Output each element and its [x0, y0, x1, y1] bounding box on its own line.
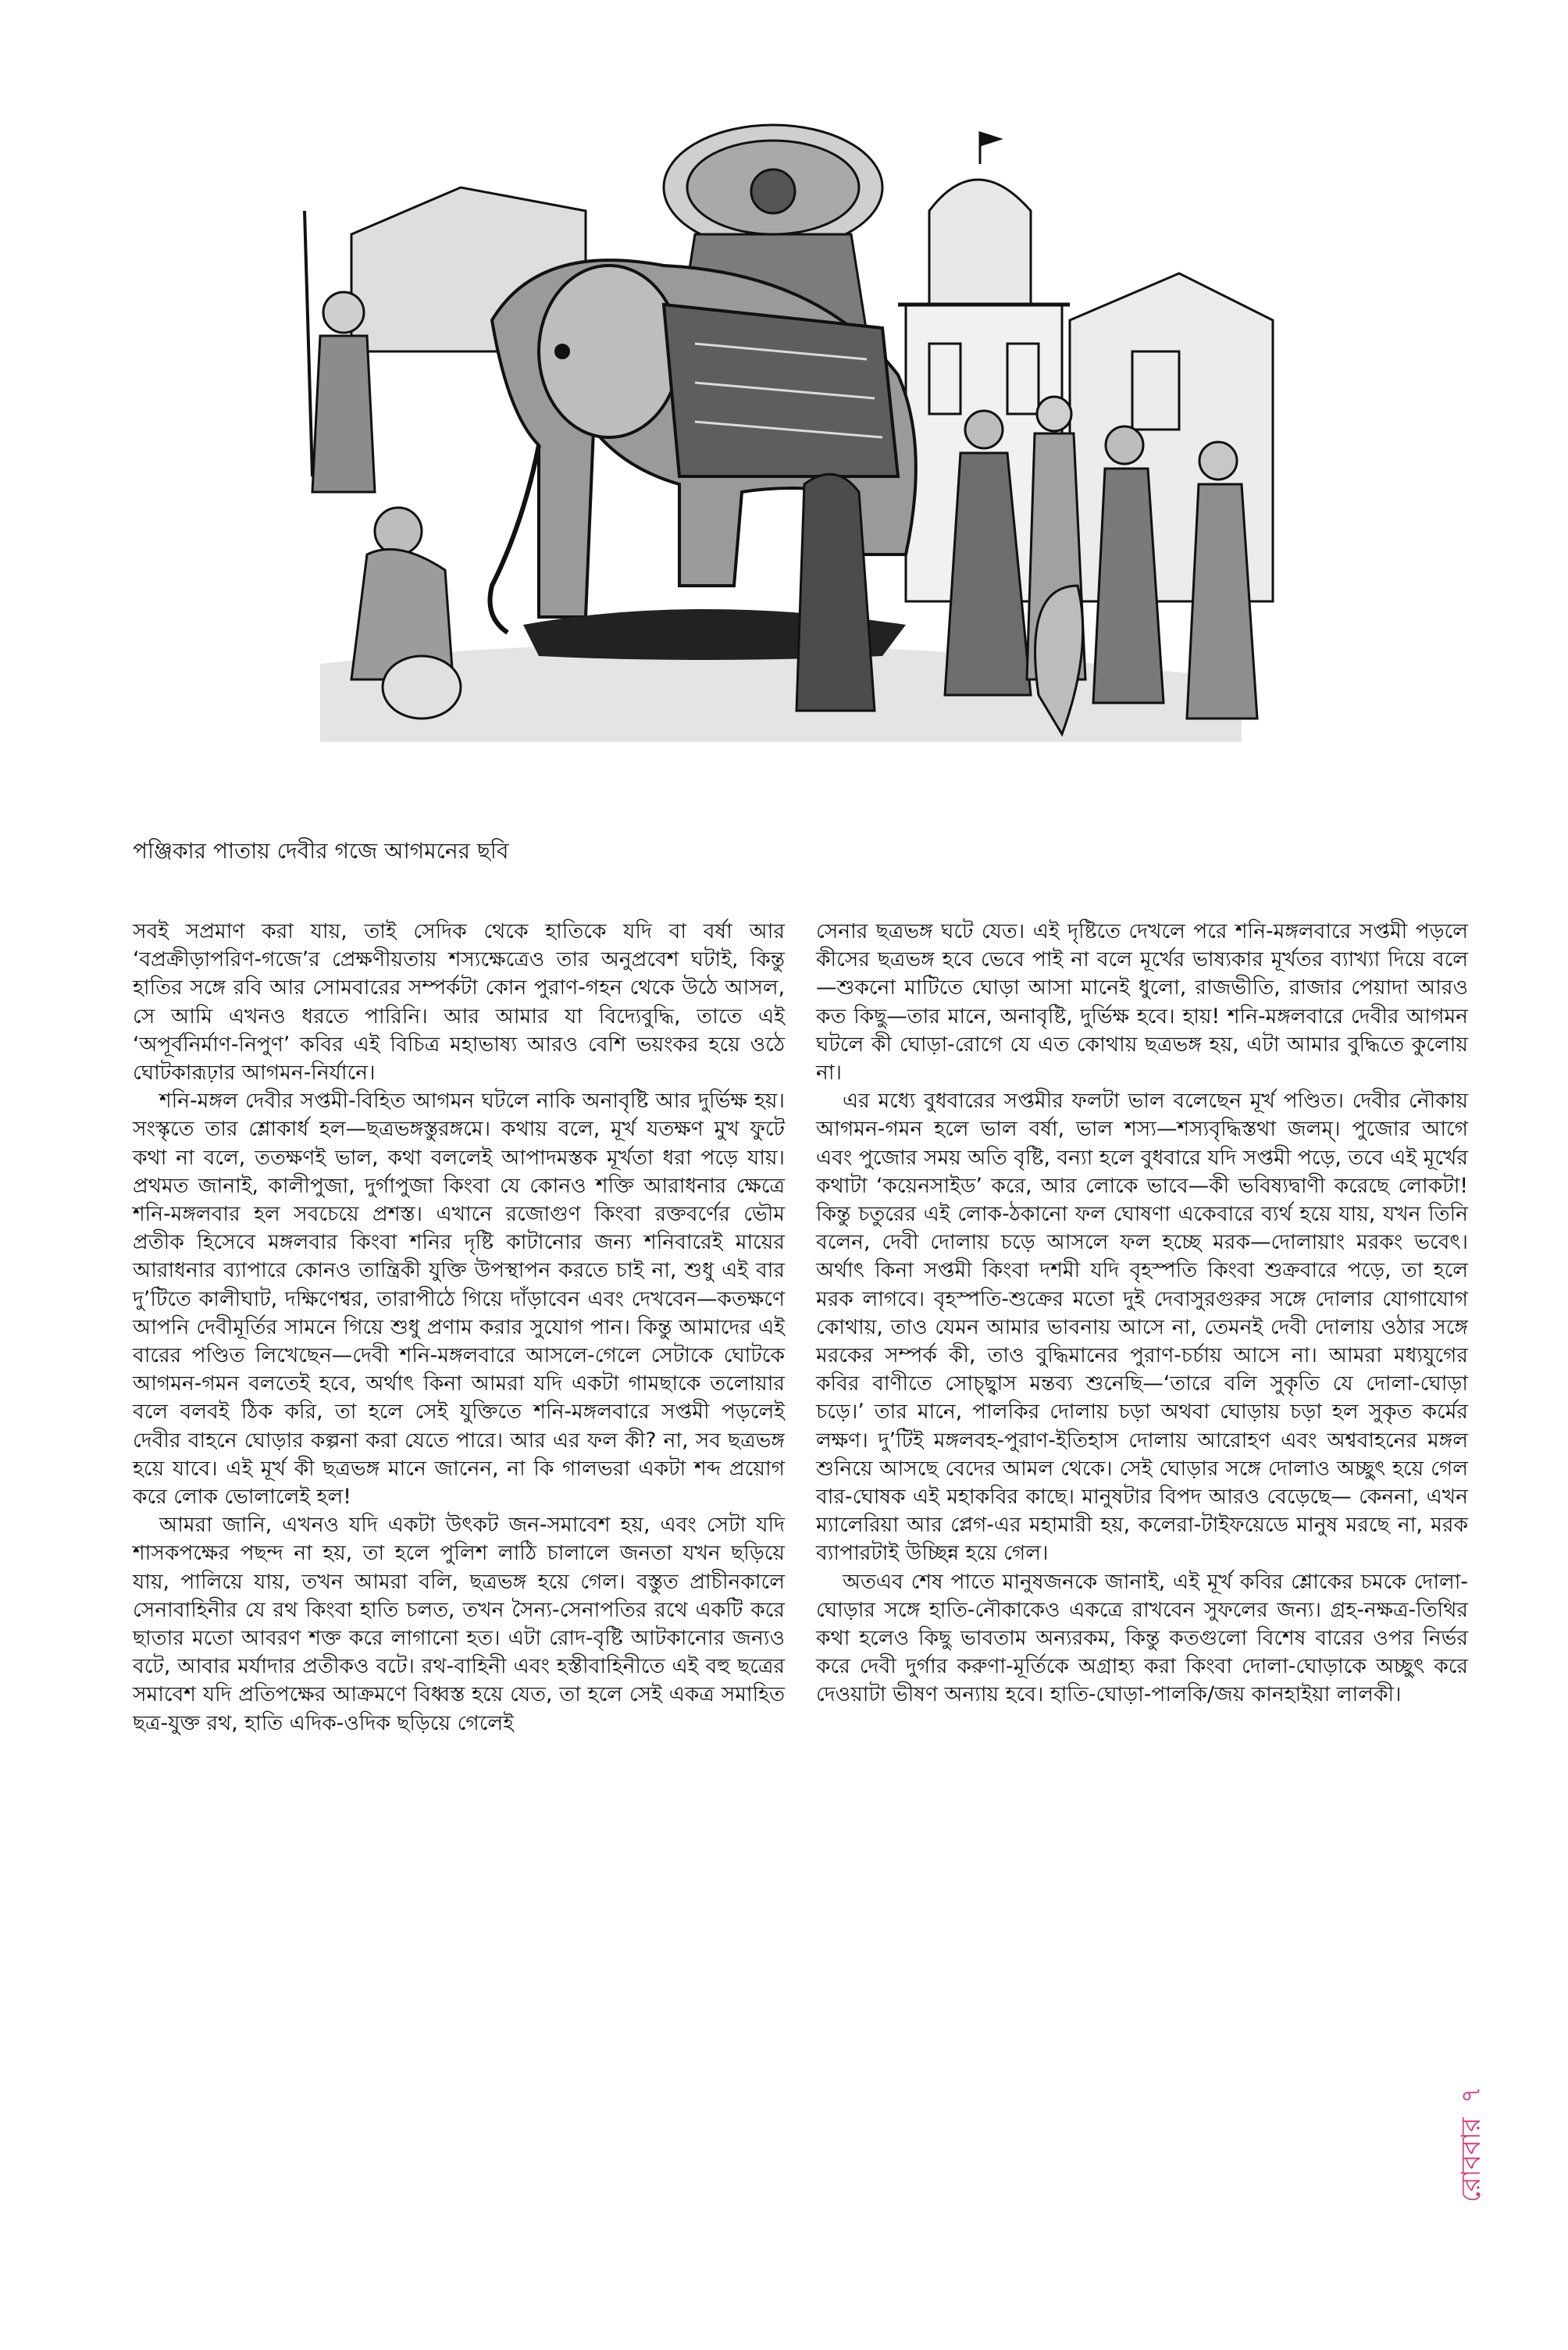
illustration-devi-on-elephant	[258, 117, 1288, 808]
paragraph: সবই সপ্রমাণ করা যায়, তাই সেদিক থেকে হাতিকে যদি বা বর্ষা আর ‘বপ্রক্রীড়াপরিণ-গজে’র প্রেক্ষণীয়তায় শস্যক্ষেত্রেও তার অনুপ্রবেশ ঘটাই, কিন্তু হাতির সঙ্গে রবি আর সোমবারের সম্পর্কটা কোন পুরাণ-গহন থেকে উঠে আসল, সে আমি এখনও ধরতে পারিনি। আর আমার যা বিদ্যেবুদ্ধি, তাতে এই ‘অপূর্বনির্মাণ-নিপুণ’ কবির এই বিচিত্র মহাভাষ্য আরও বেশি ভয়ংকর হয়ে ওঠে ঘোটকারূঢ়ার আগমন-নির্যানে।	[133, 919, 785, 1086]
running-footer	[1451, 2086, 1495, 2202]
paragraph: সেনার ছত্রভঙ্গ ঘটে যেত। এই দৃষ্টিতে দেখলে পরে শনি-মঙ্গলবারে সপ্তমী পড়লে কীসের ছত্রভঙ্গ হবে ভেবে পাই না বলে মূর্খের ভাষ্যকার মূর্খতর ব্যাখ্যা দিয়ে বলে—শুকনো মাটিতে ঘোড়া আসা মানেই ধুলো, রাজভীতি, রাজার পেয়াদা আরও কত কিছু—তার মানে, অনাবৃষ্টি, দুর্ভিক্ষ হবে। হায়! শনি-মঙ্গলবারে দেবীর আগমন ঘটলে কী ঘোড়া-রোগে যে এত কোথায় ছত্রভঙ্গ হয়, এটা আমার বুদ্ধিতে কুলোয় না।	[816, 919, 1468, 1086]
article-column-left	[133, 918, 785, 1738]
figure-caption: পঞ্জিকার পাতায় দেবীর গজে আগমনের ছবি	[133, 838, 509, 864]
paragraph: এর মধ্যে বুধবারের সপ্তমীর ফলটা ভাল বলেছেন মূর্খ পণ্ডিত। দেবীর নৌকায় আগমন-গমন হলে ভাল বর্ষা, ভাল শস্য—শস্যবৃদ্ধিস্তথা জলম্‌। পুজোর আগে এবং পুজোর সময় অতি বৃষ্টি, বন্যা হলে বুধবারে যদি সপ্তমী পড়ে, তবে এই মূর্খের কথাটা ‘কয়েনসাইড’ করে, আর লোকে ভাবে—কী ভবিষ্যদ্বাণী করেছে লোকটা! কিন্তু চতুরের এই লোক-ঠকানো ফল ঘোষণা একেবারে ব্যর্থ হয়ে যায়, যখন তিনি বলেন, দেবী দোলায় চড়ে আসলে ফল হচ্ছে মরক—দোলায়াং মরকং ভবেৎ। অর্থাৎ কিনা সপ্তমী কিংবা দশমী যদি বৃহস্পতি কিংবা শুক্রবারে পড়ে, তা হলে মরক লাগবে। বৃহস্পতি-শুক্রের মতো দুই দেবাসুরগুরুর সঙ্গে দোলার যোগাযোগ কোথায়, তাও যেমন আমার ভাবনায় আসে না, তেমনই দেবী দোলায় ওঠার সঙ্গে মরকের সম্পর্ক কী, তাও বুদ্ধিমানের পুরাণ-চর্চায় আসে না। আমরা মধ্যযুগের কবির বাণীতে সোচ্ছ্বাস মন্তব্য শুনেছি—‘তারে বলি সুকৃতি যে দোলা-ঘোড়া চড়ে।’ তার মানে, পালকির দোলায় চড়া অথবা ঘোড়ায় চড়া হল সুকৃত কর্মের লক্ষণ। দু’টিই মঙ্গলবহ-পুরাণ-ইতিহাস দোলায় আরোহণ এবং অশ্ববাহনের মঙ্গল শুনিয়ে আসছে বেদের আমল থেকে। সেই ঘোড়ার সঙ্গে দোলাও অচ্ছুৎ হয়ে গেল বার-ঘোষক এই মহাকবির কাছে। মানুষটার বিপদ আরও বেড়েছে— কেননা, এখন ম্যালেরিয়া আর প্লেগ-এর মহামারী হয়, কলেরা-টাইফয়েডে মানুষ মরছে না, মরক ব্যাপারটাই উচ্ছিন্ন হয়ে গেল।	[816, 1089, 1468, 1566]
page-number: ৭	[1456, 2086, 1487, 2104]
section-name: রোববার	[1456, 2117, 1487, 2202]
illustration-drawing	[258, 117, 1288, 808]
paragraph: শনি-মঙ্গল দেবীর সপ্তমী-বিহিত আগমন ঘটলে নাকি অনাবৃষ্টি আর দুর্ভিক্ষ হয়। সংস্কৃতে তার শ্লোকার্ধ হল—ছত্রভঙ্গস্তুরঙ্গমে। কথায় বলে, মূর্খ যতক্ষণ মুখ ফুটে কথা না বলে, ততক্ষণই ভাল, কথা বললেই আপাদমস্তক মূর্খতা ধরা পড়ে যায়। প্রথমত জানাই, কালীপুজা, দুর্গাপুজা কিংবা যে কোনও শক্তি আরাধনার ক্ষেত্রে শনি-মঙ্গলবার হল সবচেয়ে প্রশস্ত। এখানে রজোগুণ কিংবা রক্তবর্ণের ভৌম প্রতীক হিসেবে মঙ্গলবার কিংবা শনির দৃষ্টি কাটানোর জন্য শনিবারেই মায়ের আরাধনার ব্যাপারে কোনও তান্ত্রিকী যুক্তি উপস্থাপন করতে চাই না, শুধু এই বার দু’টিতে কালীঘাট, দক্ষিণেশ্বর, তারাপীঠে গিয়ে দাঁড়াবেন এবং দেখবেন—কতক্ষণে আপনি দেবীমূর্তির সামনে গিয়ে শুধু প্রণাম করার সুযোগ পান। কিন্তু আমাদের এই বারের পণ্ডিত লিখেছেন—দেবী শনি-মঙ্গলবারে আসলে-গেলে সেটাকে ঘোটকে আগমন-গমন বলতেই হবে, অর্থাৎ কিনা আমরা যদি একটা গামছাকে তলোয়ার বলে বলবই ঠিক করি, তা হলে সেই যুক্তিতে শনি-মঙ্গলবারে সপ্তমী পড়লেই দেবীর বাহনে ঘোড়ার কল্পনা করা যেতে পারে। আর এর ফল কী? না, সব ছত্রভঙ্গ হয়ে যাবে। এই মূর্খ কী ছত্রভঙ্গ মানে জানেন, না কি গালভরা একটা শব্দ প্রয়োগ করে লোক ভোলালেই হল!	[133, 1089, 785, 1510]
paragraph: আমরা জানি, এখনও যদি একটা উৎকট জন-সমাবেশ হয়, এবং সেটা যদি শাসকপক্ষের পছন্দ না হয়, তা হলে পুলিশ লাঠি চালালে জনতা যখন ছড়িয়ে যায়, পালিয়ে যায়, তখন আমরা বলি, ছত্রভঙ্গ হয়ে গেল। বস্তুত প্রাচীনকালে সেনাবাহিনীর যে রথ কিংবা হাতি চলত, তখন সৈন্য-সেনাপতির রথে একটি করে ছাতার মতো আবরণ শক্ত করে লাগানো হত। এটা রোদ-বৃষ্টি আটকানোর জন্যও বটে, আবার মর্যাদার প্রতীকও বটে। রথ-বাহিনী এবং হস্তীবাহিনীতে এই বহু ছত্রের সমাবেশ যদি প্রতিপক্ষের আক্রমণে বিধ্বস্ত হয়ে যেত, তা হলে সেই একত্র সমাহিত ছত্র-যুক্ত রথ, হাতি এদিক-ওদিক ছড়িয়ে গেলেই	[133, 1513, 785, 1735]
paragraph: অতএব শেষ পাতে মানুষজনকে জানাই, এই মূর্খ কবির শ্লোকের চমকে দোলা-ঘোড়ার সঙ্গে হাতি-নৌকাকেও একত্রে রাখবেন সুফলের জন্য। গ্রহ-নক্ষত্র-তিথির কথা হলেও কিছু ভাবতাম অন্যরকম, কিন্তু কতগুলো বিশেষ বারের ওপর নির্ভর করে দেবী দুর্গার করুণা-মূর্তিকে অগ্রাহ্য করা কিংবা দোলা-ঘোড়াকে অচ্ছুৎ করে দেওয়াটা ভীষণ অন্যায় হবে। হাতি-ঘোড়া-পালকি/জয় কানহাইয়া লালকী।	[816, 1569, 1468, 1707]
article-column-right	[816, 918, 1468, 1710]
